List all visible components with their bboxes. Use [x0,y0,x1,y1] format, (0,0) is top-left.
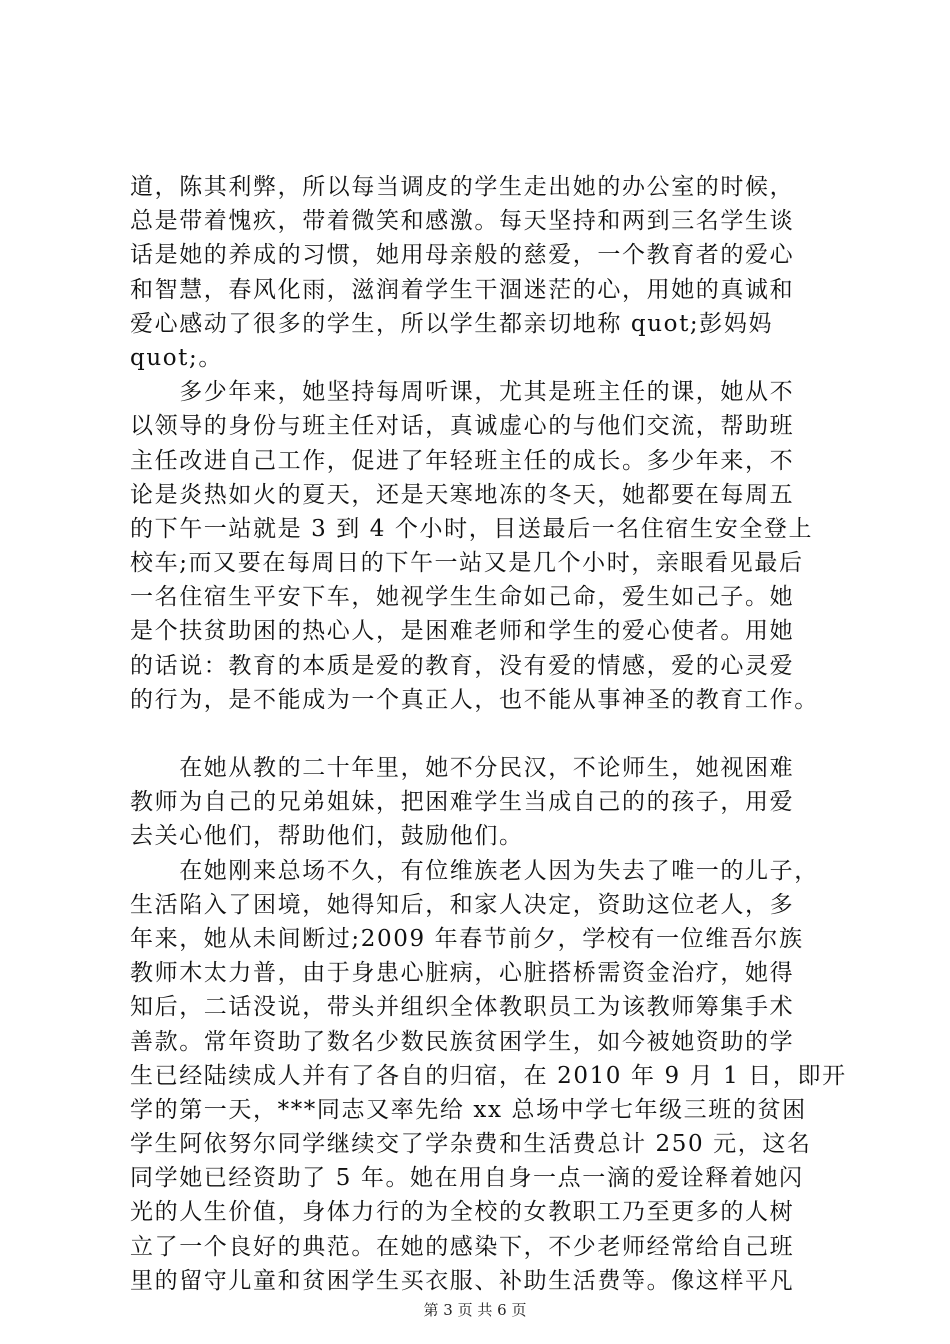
text-line: 年来，她从未间断过;2009 年春节前夕，学校有一位维吾尔族 [130,925,804,952]
page-number-footer: 第 3 页 共 6 页 [423,1301,527,1319]
text-line: 教师为自己的兄弟姐妹，把困难学生当成自己的的孩子，用爱 [130,789,795,816]
text-line: 以领导的身份与班主任对话，真诚虚心的与他们交流，帮助班 [130,413,795,440]
text-line: 在她刚来总场不久，有位维族老人因为失去了唯一的儿子， [130,857,819,884]
text-line: 学生阿依努尔同学继续交了学杂费和生活费总计 250 元，这名 [130,1131,812,1158]
text-line: 教师木太力普，由于身患心脏病，心脏搭桥需资金治疗，她得 [130,960,795,987]
text-line: 立了一个良好的典范。在她的感染下，不少老师经常给自己班 [130,1233,795,1260]
text-line: 和智慧，春风化雨，滋润着学生干涸迷茫的心，用她的真诚和 [130,276,795,303]
text-line: 生已经陆续成人并有了各自的归宿，在 2010 年 9 月 1 日，即开 [130,1062,847,1089]
text-line: 是个扶贫助困的热心人，是困难老师和学生的爱心使者。用她 [130,618,795,645]
text-line: 知后，二话没说，带头并组织全体教职员工为该教师筹集手术 [130,994,795,1021]
text-line: 的话说：教育的本质是爱的教育，没有爱的情感，爱的心灵爱 [130,652,795,679]
text-line: 论是炎热如火的夏天，还是天寒地冻的冬天，她都要在每周五 [130,481,795,508]
text-line: 主任改进自己工作，促进了年轻班主任的成长。多少年来，不 [130,447,795,474]
text-line: 里的留守儿童和贫困学生买衣服、补助生活费等。像这样平凡 [130,1267,795,1294]
text-line: 在她从教的二十年里，她不分民汉，不论师生，她视困难 [130,755,795,781]
document-body [130,170,847,1298]
text-line: 爱心感动了很多的学生，所以学生都亲切地称 quot;彭妈妈 [130,310,774,337]
text-line: quot;。 [130,344,223,371]
text-line: 校车;而又要在每周日的下午一站又是几个小时，亲眼看见最后 [130,550,804,577]
text-line: 生活陷入了困境，她得知后，和家人决定，资助这位老人，多 [130,891,795,918]
text-line: 道，陈其利弊，所以每当调皮的学生走出她的办公室的时候， [130,174,795,200]
text-line: 话是她的养成的习惯，她用母亲般的慈爱，一个教育者的爱心 [130,242,795,269]
text-line: 总是带着愧疚，带着微笑和感激。每天坚持和两到三名学生谈 [130,208,795,235]
text-line: 的下午一站就是 3 到 4 个小时，目送最后一名住宿生安全登上 [130,515,814,542]
text-line: 光的人生价值，身体力行的为全校的女教职工乃至更多的人树 [130,1199,795,1226]
paragraph-gap [130,717,830,751]
text-line: 多少年来，她坚持每周听课，尤其是班主任的课，她从不 [130,379,795,406]
text-line: 的行为，是不能成为一个真正人，也不能从事神圣的教育工作。 [130,686,819,713]
text-line: 一名住宿生平安下车，她视学生生命如己命，爱生如己子。她 [130,584,795,611]
text-line: 去关心他们，帮助他们，鼓励他们。 [130,823,524,850]
text-line: 善款。常年资助了数名少数民族贫困学生，如今被她资助的学 [130,1028,795,1055]
text-line: 学的第一天，***同志又率先给 xx 总场中学七年级三班的贫困 [130,1096,807,1123]
text-line: 同学她已经资助了 5 年。她在用自身一点一滴的爱诠释着她闪 [130,1165,804,1192]
